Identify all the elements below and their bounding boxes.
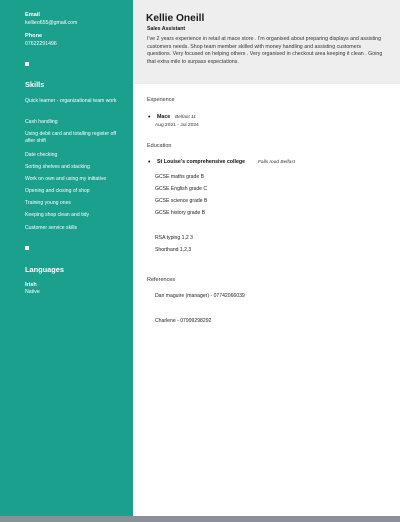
- skill-item: Opening and closing of shop: [25, 188, 90, 194]
- section-divider-square: [25, 62, 29, 66]
- email-value[interactable]: kellieo655@gmail.com: [25, 20, 78, 26]
- reference-item: Charlene - 07999298292: [155, 318, 212, 324]
- skill-item: Training young ones: [25, 200, 71, 206]
- experience-location: Belfast 11: [175, 114, 196, 120]
- references-heading: References: [147, 277, 176, 283]
- education-school: St Louise's comprehensive college: [157, 159, 246, 165]
- experience-employer: Mace: [157, 114, 171, 120]
- skill-item: Customer service skills: [25, 225, 78, 231]
- skill-item: Sorting shelves and stacking: [25, 164, 90, 170]
- candidate-name: Kellie Oneill: [146, 13, 205, 24]
- sidebar: [0, 0, 133, 516]
- language-level: Native: [25, 289, 40, 295]
- experience-dates: Aug 2021 - Jul 2024: [155, 123, 199, 128]
- education-location: Falls road Belfast: [258, 159, 296, 165]
- education-subject: GCSE science grade B: [155, 198, 208, 204]
- bottom-bar: [0, 516, 400, 522]
- bullet-icon: •: [148, 114, 151, 121]
- profile-summary: I've 2 years experience in retail at mace store . I'm organised about preparing displays and assisting customers needs. Shop team member skilled with money handling and assisting customers questions. Very focused on helping others . Very organised in checkout area keeping it clean . Going that extra mile to surpass expectations.: [147, 36, 383, 66]
- reference-item: Dan maguire (manager) - 07742066039: [155, 293, 245, 299]
- phone-value[interactable]: 07622291496: [25, 41, 57, 47]
- skill-item: Cash handling: [25, 119, 58, 125]
- education-extra: Shorthand 1,2,3: [155, 247, 192, 253]
- education-subject: GCSE English grade C: [155, 186, 208, 192]
- language-name: Irish: [25, 282, 37, 288]
- skill-item: Quick learner - organizational team work: [25, 98, 117, 104]
- languages-heading: Languages: [25, 265, 65, 274]
- education-extra: RSA typing 1,2 3: [155, 235, 193, 241]
- experience-heading: Experience: [147, 97, 175, 103]
- section-divider-square: [25, 246, 29, 250]
- education-subject: GCSE history grade B: [155, 210, 206, 216]
- education-subject: GCSE maths grade B: [155, 174, 204, 180]
- skills-heading: Skills: [25, 80, 45, 89]
- skill-item: Date checking: [25, 152, 58, 158]
- skill-item: Using debit card and totalling register off after shift: [25, 131, 117, 144]
- job-title: Sales Assistant: [147, 26, 186, 32]
- education-heading: Education: [147, 143, 172, 149]
- email-label: Email: [25, 12, 40, 18]
- skill-item: Work on own and using my initiative: [25, 176, 107, 182]
- phone-label: Phone: [25, 33, 43, 39]
- skill-item: Keeping shop clean and tidy: [25, 212, 90, 218]
- bullet-icon: •: [148, 159, 151, 166]
